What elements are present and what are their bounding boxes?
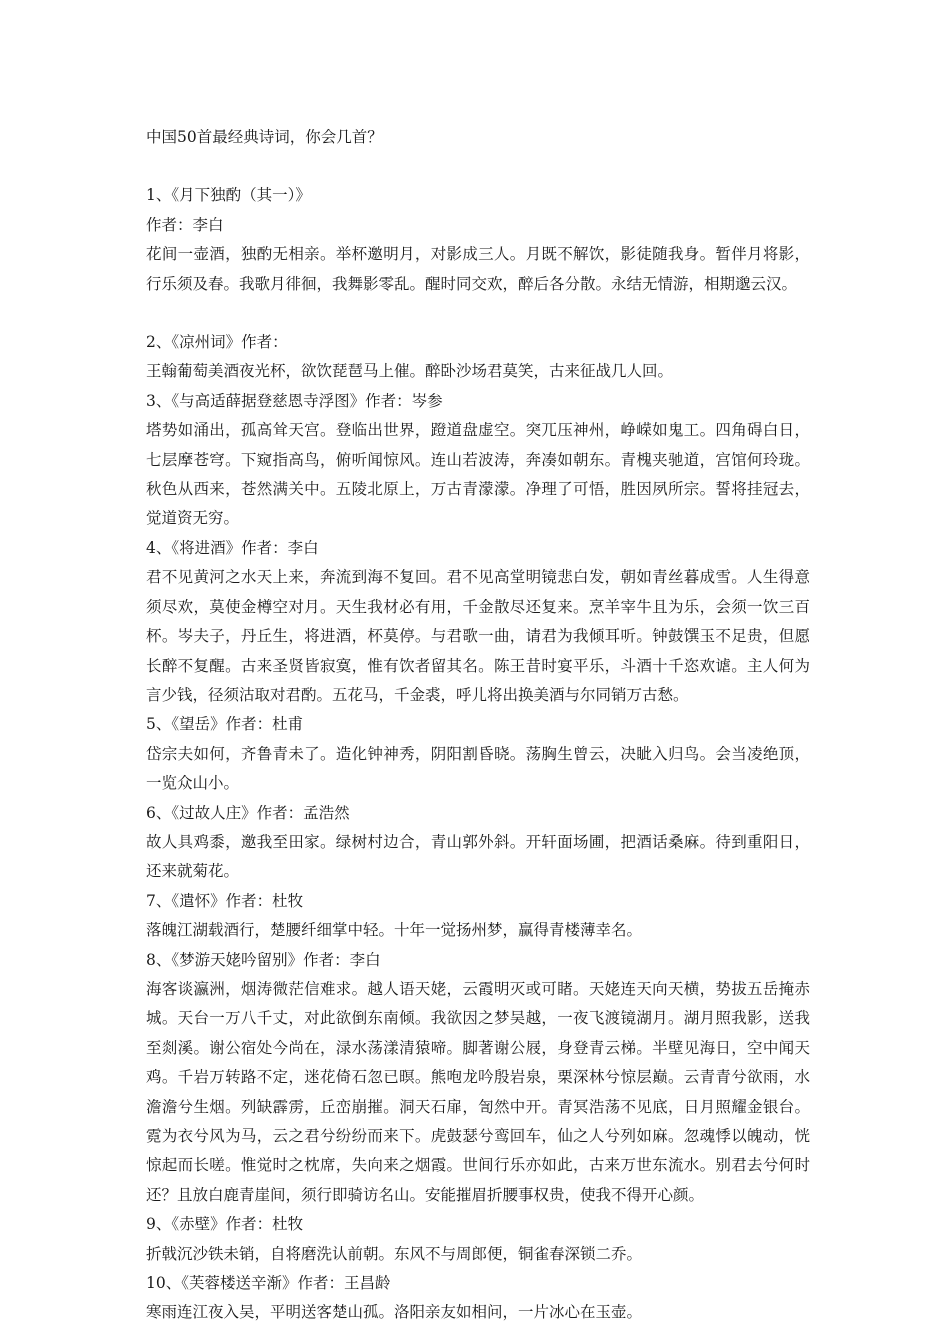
poem-heading: 2、《凉州词》作者： [146,333,288,352]
poem-heading: 7、《遣怀》作者：杜牧 [146,891,304,910]
poem-text: 王翰葡萄美酒夜光杯，欲饮琵琶马上催。醉卧沙场君莫笑，古来征战几人回。 [146,362,674,381]
poem-text: 落魄江湖载酒行，楚腰纤细掌中轻。十年一觉扬州梦，赢得青楼薄幸名。 [146,921,643,940]
poem-heading: 6、《过故人庄》作者：孟浩然 [146,803,350,822]
poem-1 [146,181,810,299]
poem-10 [146,1269,810,1328]
poem-2 [146,328,810,387]
poem-heading: 10、《芙蓉楼送辛渐》作者：王昌龄 [146,1274,391,1293]
poem-7 [146,887,810,946]
poem-text: 君不见黄河之水天上来，奔流到海不复回。君不见高堂明镜悲白发，朝如青丝暮成雪。人生得意须尽欢，莫使金樽空对月。天生我材必有用，千金散尽还复来。烹羊宰牛且为乐，会须一饮三百杯。岑夫子，丹丘生，将进酒，杯莫停。与君歌一曲，请君为我倾耳听。钟鼓馔玉不足贵，但愿长醉不复醒。古来圣贤皆寂寞，惟有饮者留其名。陈王昔时宴平乐，斗酒十千恣欢谑。主人何为言少钱，径须沽取对君酌。五花马，千金裘，呼儿将出换美酒与尔同销万古愁。 [146,568,810,704]
poem-heading: 5、《望岳》作者：杜甫 [146,715,304,734]
poem-9 [146,1210,810,1269]
poem-text: 花间一壶酒，独酌无相亲。举杯邀明月，对影成三人。月既不解饮，影徒随我身。暂伴月将影，行乐须及春。我歌月徘徊，我舞影零乱。醒时同交欢，醉后各分散。永结无情游，相期邈云汉。 [146,245,810,293]
poem-text: 塔势如涌出，孤高耸天宫。登临出世界，蹬道盘虚空。突兀压神州，峥嵘如鬼工。四角碍白日，七层摩苍穹。下窥指高鸟，俯听闻惊风。连山若波涛，奔凑如朝东。青槐夹驰道，宫馆何玲珑。秋色从西来，苍然满关中。五陵北原上，万古青濛濛。净理了可悟，胜因夙所宗。誓将挂冠去，觉道资无穷。 [146,421,810,528]
poem-heading: 9、《赤壁》作者：杜牧 [146,1215,304,1234]
poem-5 [146,710,810,798]
poem-heading: 8、《梦游天姥吟留别》作者：李白 [146,950,381,969]
poem-3 [146,387,810,534]
poem-text: 海客谈瀛洲，烟涛微茫信难求。越人语天姥，云霞明灭或可睹。天姥连天向天横，势拔五岳掩赤城。天台一万八千丈，对此欲倒东南倾。我欲因之梦吴越，一夜飞渡镜湖月。湖月照我影，送我至剡溪。谢公宿处今尚在，渌水荡漾清猿啼。脚著谢公屐，身登青云梯。半壁见海日，空中闻天鸡。千岩万转路不定，迷花倚石忽已暝。熊咆龙吟殷岩泉，栗深林兮惊层巅。云青青兮欲雨，水澹澹兮生烟。列缺霹雳，丘峦崩摧。洞天石扉，訇然中开。青冥浩荡不见底，日月照耀金银台。霓为衣兮风为马，云之君兮纷纷而来下。虎鼓瑟兮鸾回车，仙之人兮列如麻。忽魂悸以魄动，恍惊起而长嗟。惟觉时之枕席，失向来之烟霞。世间行乐亦如此，古来万世东流水。别君去兮何时还？且放白鹿青崖间，须行即骑访名山。安能摧眉折腰事权贵，使我不得开心颜。 [146,979,810,1204]
poem-text: 折戟沉沙铁未销，自将磨洗认前朝。东风不与周郎便，铜雀春深锁二乔。 [146,1244,643,1263]
poem-6 [146,799,810,887]
poem-heading: 3、《与高适薛据登慈恩寺浮图》作者：岑参 [146,391,443,410]
poem-heading: 1、《月下独酌（其一）》 [146,186,311,205]
blank-line [146,299,810,328]
poem-text: 故人具鸡黍，邀我至田家。绿树村边合，青山郭外斜。开轩面场圃，把酒话桑麻。待到重阳日，还来就菊花。 [146,832,810,881]
document-title: 中国50首最经典诗词，你会几首？ [146,128,383,146]
poem-text: 寒雨连江夜入吴，平明送客楚山孤。洛阳亲友如相问，一片冰心在玉壶。 [146,1303,643,1322]
poem-heading: 4、《将进酒》作者：李白 [146,538,319,557]
document-page [146,123,810,1328]
poem-4 [146,534,810,710]
poem-author: 作者：李白 [146,215,224,234]
poem-text: 岱宗夫如何，齐鲁青未了。造化钟神秀，阴阳割昏晓。荡胸生曾云，决眦入归鸟。会当凌绝顶，一览众山小。 [146,744,810,793]
poem-8 [146,946,810,1211]
